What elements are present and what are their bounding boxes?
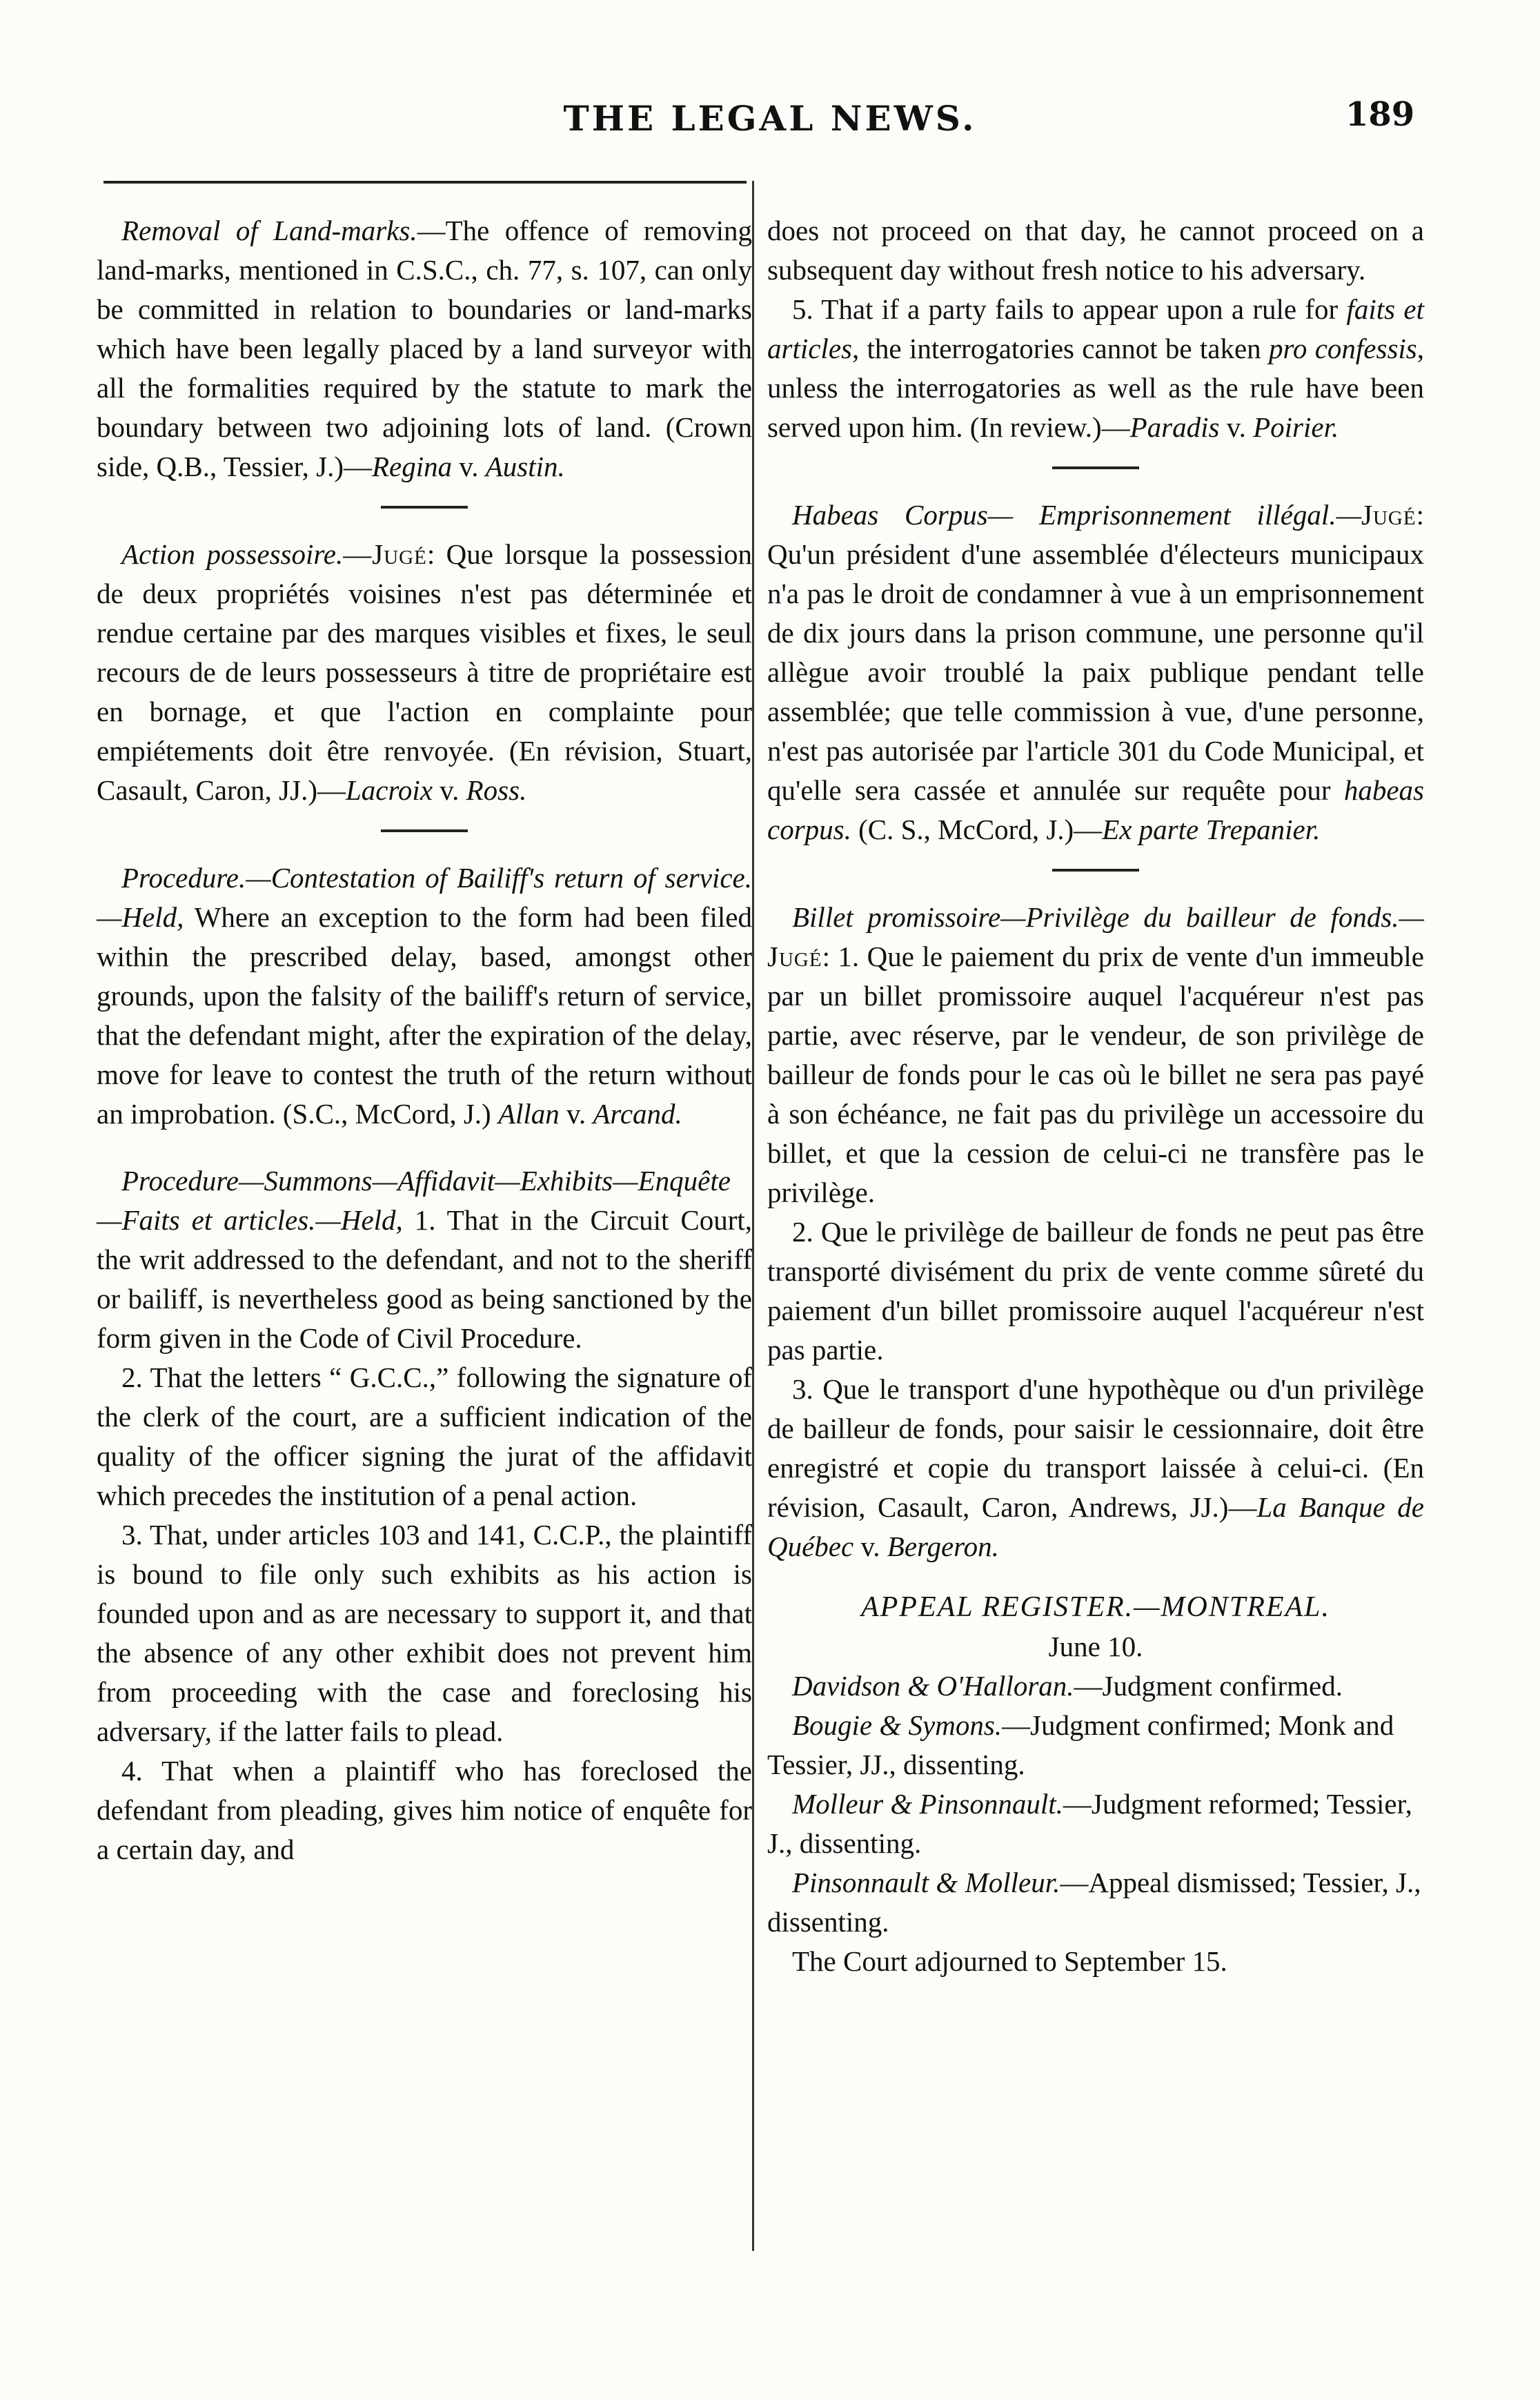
article-heading: Procedure.—Contestation of Bailiff's return of service.—Held, [97, 862, 752, 933]
appeal-parties: Pinsonnault & Molleur. [792, 1867, 1060, 1898]
appeal-register-heading: APPEAL REGISTER.—MONTREAL. [860, 1591, 1331, 1623]
right-column [767, 211, 1424, 1981]
appeal-entry [767, 1666, 1424, 1706]
article-lead: —Jugé [343, 538, 427, 570]
versus: v. [1219, 411, 1254, 443]
article-body: Where an exception to the form had been filed within the prescribed delay, based, amongst other grounds, upon the falsity of the bailiff's return of service, that the defendant might, after the expiration of the delay, move for leave to contest the truth of the return without an improbation. (S.C., McCord, J.) [97, 901, 752, 1130]
appeal-entry [767, 1863, 1424, 1942]
case-party: Austin. [485, 451, 565, 482]
case-name: Regina [372, 451, 453, 482]
section-separator [1052, 466, 1139, 469]
appeal-parties: Bougie & Symons. [792, 1709, 1003, 1741]
versus: v. [559, 1098, 593, 1130]
article-heading: Procedure—Summons—Affidavit—Exhibits—Enquête—Faits et articles.—Held, [97, 1165, 731, 1236]
left-column [97, 211, 752, 1869]
article-heading: Habeas Corpus— Emprisonnement illégal.— [792, 499, 1362, 531]
appeal-date: June 10. [1048, 1631, 1143, 1662]
article-summons-affidavit [97, 1161, 752, 1358]
article-body: —The offence of removing land-marks, mentioned in C.S.C., ch. 77, s. 107, can only be committed in relation to boundaries or land-marks which have been legally placed by a land surveyor with all the formalities required by the statute to mark the boundary between two adjoining lots of land. (Crown side, Q.B., Tessier, J.)— [97, 215, 752, 482]
article-action-possessoire [97, 535, 752, 810]
case-party: Bergeron. [887, 1531, 999, 1562]
page-number: 189 [1345, 95, 1415, 134]
running-title: THE LEGAL NEWS. [563, 98, 977, 139]
case-name: Lacroix [346, 774, 433, 806]
article-italic: habeas corpus. [767, 774, 1424, 845]
versus: v. [452, 451, 486, 482]
article-body: : 1. Que le paiement du prix de vente d'un immeuble par un billet promissoire auquel l'acquéreur n'est pas partie, avec réserve, par le vendeur, de son privilège de bailleur de fonds pour le cas où le billet ne sera pas payé à son échéance, ne fait pas du privilège un accessoire du billet, et que la cession de celui-ci ne transfère pas le privilège. [767, 941, 1424, 1208]
article-heading: Removal of Land-marks. [121, 215, 417, 246]
article-lead: Jugé [1361, 499, 1416, 531]
article-removal-of-land-marks [97, 211, 752, 486]
column-divider [752, 181, 754, 2251]
point-5-text: 5. That if a party fails to appear upon a rule for [792, 293, 1347, 325]
appeal-entry [767, 1706, 1424, 1784]
article-body: 1. That in the Circuit Court, the writ addressed to the defendant, and not to the sheriff or bailiff, is nevertheless good as being sanctioned by the form given in the Code of Civil Procedure. [97, 1204, 752, 1354]
appeal-result: —Appeal dismissed; Tessier, J., dissenting. [767, 1867, 1421, 1938]
case-party: Arcand. [593, 1098, 682, 1130]
article-lead: Jugé [767, 941, 822, 972]
point-3: 3. That, under articles 103 and 141, C.C.P., the plaintiff is bound to file only such exhibits as his action is founded upon and as are necessary to support it, and that the absence of any other exhibit does not prevent him from proceeding with the case and foreclosing his adversary, if the latter fails to plead. [97, 1519, 752, 1747]
point-5-text: , the interrogatories cannot be taken [851, 333, 1269, 364]
article-heading: Billet promissoire—Privilège du bailleur de fonds.— [792, 901, 1424, 933]
point-5-italic: faits et articles [767, 293, 1425, 364]
appeal-closing: The Court adjourned to September 15. [792, 1945, 1227, 1977]
versus: v. [853, 1531, 887, 1562]
appeal-parties: Davidson & O'Halloran. [792, 1670, 1074, 1702]
appeal-entry [767, 1784, 1424, 1863]
article-habeas-corpus [767, 495, 1424, 849]
appeal-parties: Molleur & Pinsonnault. [792, 1788, 1063, 1820]
section-separator [381, 1146, 468, 1149]
article-body: (C. S., McCord, J.)— [851, 814, 1103, 845]
case-name: La Banque de Québec [767, 1491, 1424, 1562]
case-name: Ex parte Trepanier. [1102, 814, 1321, 845]
article-bailiff-return [97, 858, 752, 1134]
article-body: : Qu'un président d'une assemblée d'électeurs municipaux n'a pas le droit de condamner à vue à un emprisonnement de dix jours dans la prison commune, une personne qu'il allègue avoir troublé la paix publique pendant telle assemblée; que telle commission à vue, d'une personne, n'est pas autorisée par l'article 301 du Code Municipal, et qu'elle sera cassée et annulée sur requête pour [767, 499, 1424, 806]
appeal-result: —Judgment reformed; Tessier, J., dissenting. [767, 1788, 1412, 1859]
point-4: 4. That when a plaintiff who has foreclosed the defendant from pleading, gives him notice of enquête for a certain day, and [97, 1755, 752, 1865]
case-name: Allan [497, 1098, 560, 1130]
case-party: Poirier. [1253, 411, 1339, 443]
header-rule [103, 181, 747, 184]
section-separator [1052, 869, 1139, 872]
point-5 [767, 290, 1424, 447]
article-billet-promissoire [767, 898, 1424, 1212]
appeal-result: —Judgment confirmed; Monk and Tessier, JJ., dissenting. [767, 1709, 1394, 1780]
article-body: : Que lorsque la possession de deux propriétés voisines n'est pas déterminée et rendue certaine par des marques visibles et fixes, le seul recours de de leurs possesseurs à titre de propriétaire est en bornage, et que l'action en complainte pour empiétements doit être renvoyée. (En révision, Stuart, Casault, Caron, JJ.)— [97, 538, 752, 806]
case-name: Paradis [1129, 411, 1220, 443]
section-separator [381, 506, 468, 509]
billet-point-2: 2. Que le privilège de bailleur de fonds ne peut pas être transporté divisément du prix de vente comme sûreté du paiement d'un billet promissoire auquel l'acquéreur n'est pas partie. [767, 1216, 1424, 1366]
billet-point-3 [767, 1370, 1424, 1566]
section-separator [381, 829, 468, 832]
case-party: Ross. [466, 774, 527, 806]
point-2: 2. That the letters “ G.C.C.,” following the signature of the clerk of the court, are a sufficient indication of the quality of the officer signing the jurat of the affidavit which precedes the institution of a penal action. [97, 1361, 752, 1511]
continuation-text: does not proceed on that day, he cannot proceed on a subsequent day without fresh notice to his adversary. [767, 215, 1424, 286]
versus: v. [433, 774, 466, 806]
article-heading: Action possessoire. [121, 538, 344, 570]
point-5-text: , unless the interrogatories as well as the rule have been served upon him. (In review.)— [767, 333, 1424, 443]
article-body: 3. Que le transport d'une hypothèque ou d'un privilège de bailleur de fonds, pour saisir le cessionnaire, doit être enregistré et copie du transport laissée à celui-ci. (En révision, Casault, Caron, Andrews, JJ.)— [767, 1373, 1424, 1523]
appeal-result: —Judgment confirmed. [1074, 1670, 1343, 1702]
point-5-italic: pro confessis [1268, 333, 1417, 364]
